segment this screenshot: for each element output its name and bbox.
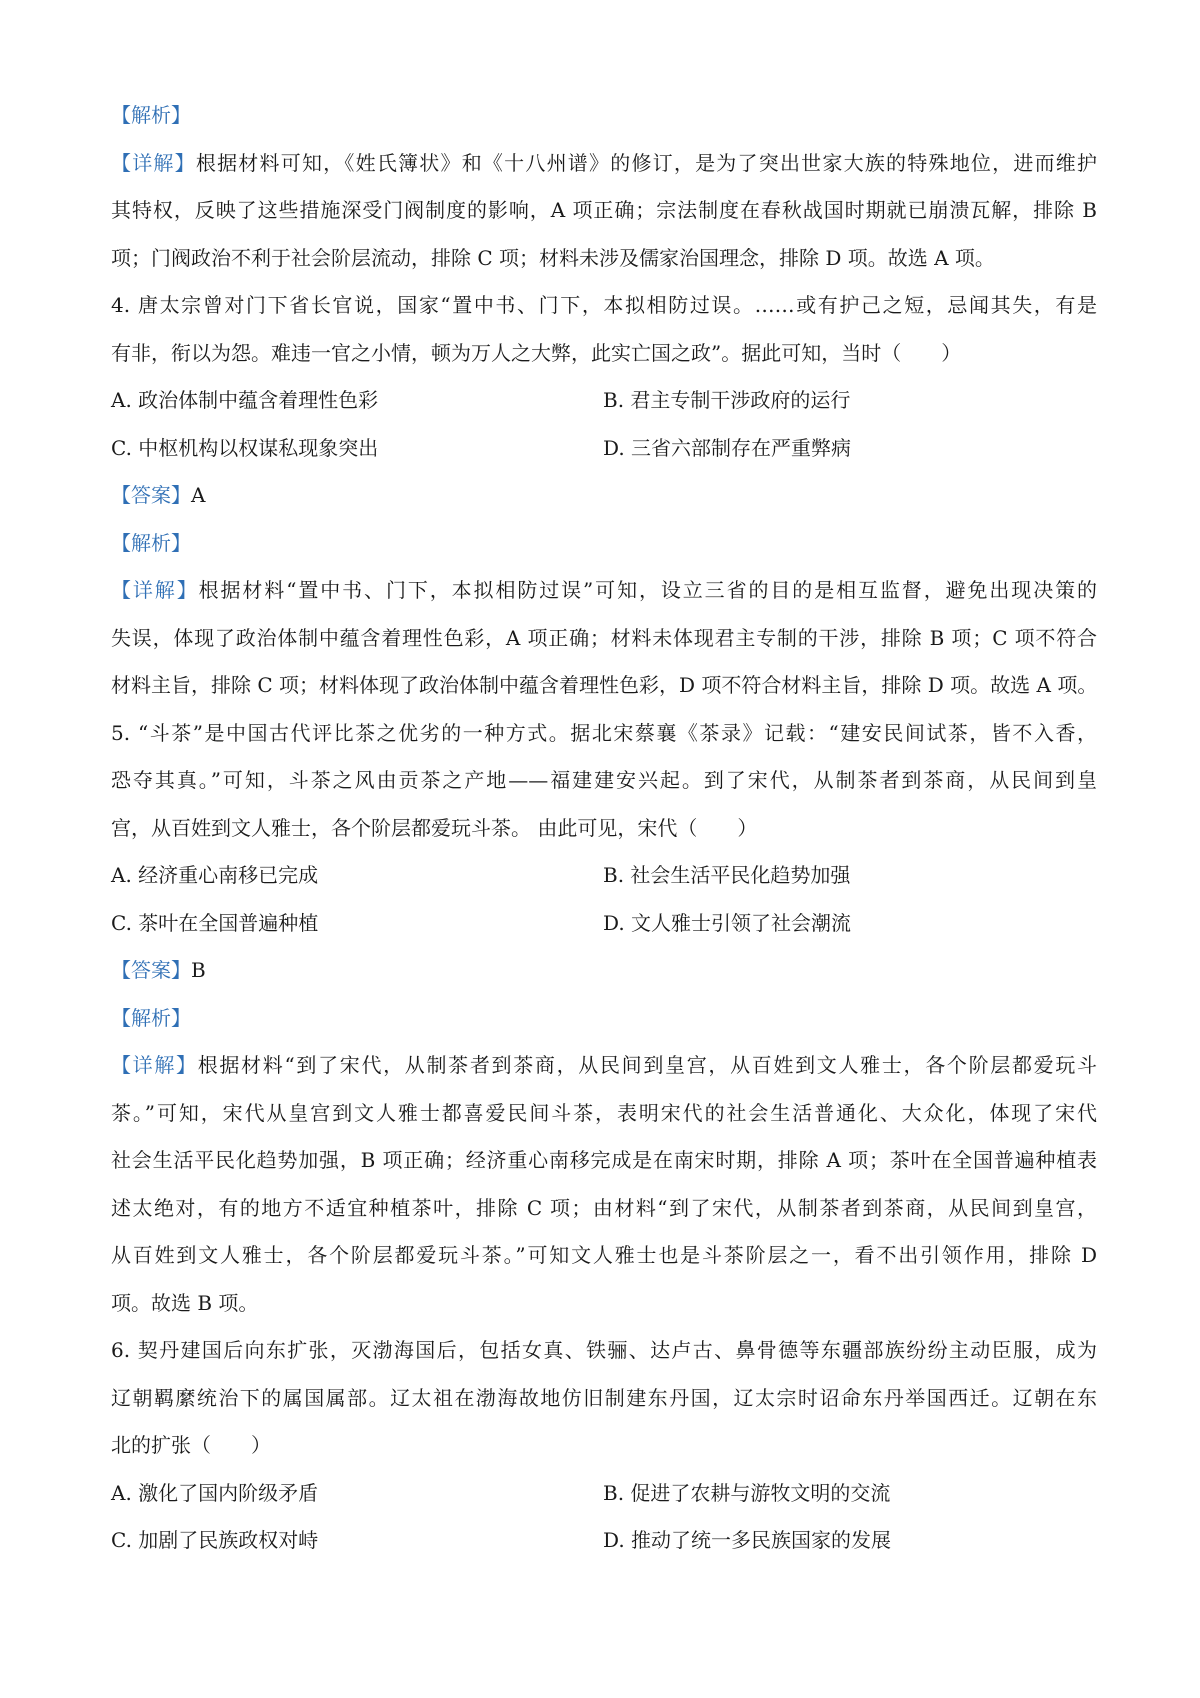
q6-options-row-2 (111, 1517, 1097, 1565)
q5-answer (111, 947, 1097, 995)
answer-tag: 【答案】 (111, 483, 191, 507)
q4-analysis-heading (111, 520, 1097, 568)
q3-detail-line-1: 【详解】根据材料可知，《姓氏簿状》和《十八州谱》的修订，是为了突出世家大族的特殊地位，进而维护 (111, 150, 1097, 175)
q5-options-row-1 (111, 852, 1097, 900)
q5-option-c: C. 茶叶在全国普遍种植 (111, 910, 319, 935)
q5-detail-line-6: 项。故选 B 项。 (111, 1290, 259, 1315)
q3-detail-line-2: 其特权，反映了这些措施深受门阀制度的影响，A 项正确；宗法制度在春秋战国时期就已崩溃瓦解，排除 B (111, 198, 1097, 222)
q5-options-row-2 (111, 900, 1097, 948)
q5-option-d: D. 文人雅士引领了社会潮流 (603, 910, 852, 935)
analysis-tag: 【解析】 (111, 530, 191, 555)
q6-option-d: D. 推动了统一多民族国家的发展 (603, 1528, 892, 1552)
q5-detail-line-4: 述太绝对，有的地方不适宜种植茶叶，排除 C 项；由材料“到了宋代，从制茶者到茶商，从民间到皇宫， (111, 1195, 1097, 1220)
q4-option-a: A. 政治体制中蕴含着理性色彩 (111, 388, 379, 412)
q4-detail-line-2: 失误，体现了政治体制中蕴含着理性色彩，A 项正确；材料未体现君主专制的干涉，排除 B 项；C 项不符合 (111, 625, 1097, 650)
answer-value: A (191, 483, 206, 507)
q4-stem-line-2: 有非，衔以为怨。难违一官之小情，顿为万人之大弊，此实亡国之政”。据此可知，当时（ ） (111, 340, 962, 365)
detail-tag: 【详解】 (111, 150, 196, 175)
q4-stem-line-1: 4. 唐太宗曾对门下省长官说，国家“置中书、门下，本拟相防过误。……或有护己之短，忌闻其失，有是 (111, 293, 1097, 317)
q5-stem-line-3: 宫，从百姓到文人雅士，各个阶层都爱玩斗茶。 由此可见，宋代（ ） (111, 815, 758, 840)
q5-option-b: B. 社会生活平民化趋势加强 (603, 863, 851, 887)
answer-value: B (191, 958, 206, 982)
detail-tag: 【详解】 (111, 578, 199, 602)
q6-stem-line-1: 6. 契丹建国后向东扩张，灭渤海国后，包括女真、铁骊、达卢古、鼻骨德等东疆部族纷纷主动臣服，成为 (111, 1338, 1097, 1362)
q4-options-row-2 (111, 425, 1097, 473)
q4-options-row-1 (111, 377, 1097, 425)
q3-detail-line-3: 项；门阀政治不利于社会阶层流动，排除 C 项；材料未涉及儒家治国理念，排除 D 项。故选 A 项。 (111, 245, 995, 270)
q5-detail-line-3: 社会生活平民化趋势加强，B 项正确；经济重心南移完成是在南宋时期，排除 A 项；茶叶在全国普遍种植表 (111, 1148, 1097, 1172)
q5-analysis-heading (111, 995, 1097, 1043)
q5-detail-line-5: 从百姓到文人雅士，各个阶层都爱玩斗茶。”可知文人雅士也是斗茶阶层之一，看不出引领作用，排除 D (111, 1243, 1097, 1267)
detail-tag: 【详解】 (111, 1053, 198, 1077)
q6-stem-line-3: 北的扩张（ ） (111, 1433, 271, 1457)
q4-option-b: B. 君主专制干涉政府的运行 (603, 388, 851, 412)
q5-stem-line-2: 恐夺其真。”可知，斗茶之风由贡茶之产地——福建建安兴起。到了宋代，从制茶者到茶商，从民间到皇 (111, 768, 1097, 792)
q6-stem-line-2: 辽朝羁縻统治下的属国属部。辽太祖在渤海故地仿旧制建东丹国，辽太宗时诏命东丹举国西迁。辽朝在东 (111, 1385, 1097, 1410)
q6-option-c: C. 加剧了民族政权对峙 (111, 1528, 319, 1552)
q5-detail-line-1: 【详解】根据材料“到了宋代，从制茶者到茶商，从民间到皇宫，从百姓到文人雅士，各个阶层都爱玩斗 (111, 1053, 1097, 1077)
q3-analysis-heading (111, 92, 1097, 140)
analysis-tag: 【解析】 (111, 103, 191, 127)
q6-option-b: B. 促进了农耕与游牧文明的交流 (603, 1480, 891, 1505)
analysis-tag: 【解析】 (111, 1005, 191, 1030)
q5-stem-line-1: 5. “斗茶”是中国古代评比茶之优劣的一种方式。据北宋蔡襄《茶录》记载：“建安民间试茶，皆不入香， (111, 720, 1097, 745)
q4-detail-line-1: 【详解】根据材料“置中书、门下，本拟相防过误”可知，设立三省的目的是相互监督，避免出现决策的 (111, 578, 1097, 602)
q4-detail-line-3: 材料主旨，排除 C 项；材料体现了政治体制中蕴含着理性色彩，D 项不符合材料主旨，排除 D 项。故选 A 项。 (111, 673, 1097, 697)
q4-option-d: D. 三省六部制存在严重弊病 (603, 435, 852, 460)
q5-detail-line-2: 茶。”可知，宋代从皇宫到文人雅士都喜爱民间斗茶，表明宋代的社会生活普通化、大众化，体现了宋代 (111, 1100, 1097, 1125)
document-page (111, 92, 1097, 1565)
q6-options-row-1 (111, 1470, 1097, 1518)
q6-option-a: A. 激化了国内阶级矛盾 (111, 1480, 319, 1505)
q4-option-c: C. 中枢机构以权谋私现象突出 (111, 435, 379, 460)
q4-answer (111, 472, 1097, 520)
answer-tag: 【答案】 (111, 958, 191, 982)
q5-option-a: A. 经济重心南移已完成 (111, 863, 319, 887)
